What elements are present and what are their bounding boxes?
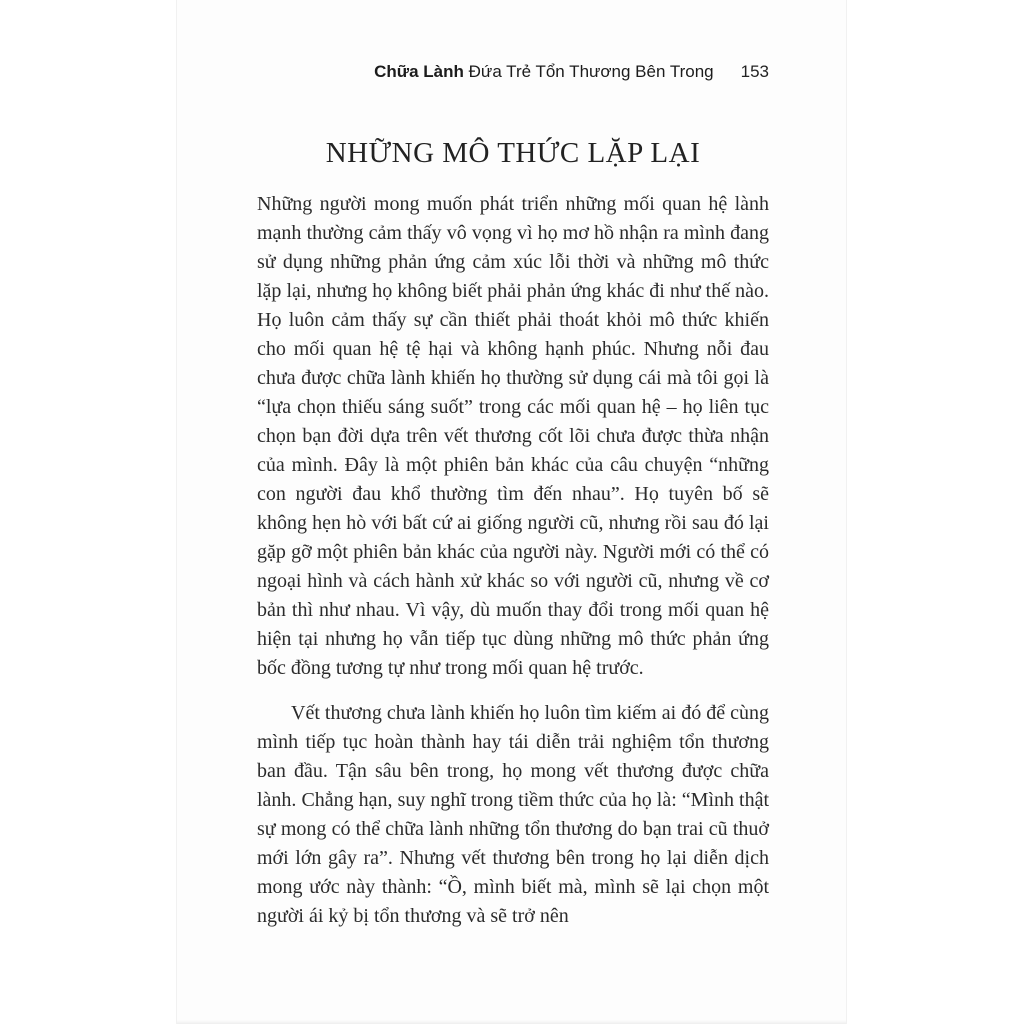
running-header-book-title-bold: Chữa Lành	[374, 62, 464, 81]
chapter-title: NHỮNG MÔ THỨC LẶP LẠI	[325, 137, 701, 169]
running-header	[257, 62, 769, 82]
page-number: 153	[740, 62, 769, 81]
running-header-book-title-rest: Đứa Trẻ Tổn Thương Bên Trong	[468, 62, 714, 81]
body-text	[257, 190, 769, 931]
paragraph-2: Vết thương chưa lành khiến họ luôn tìm kiếm ai đó để cùng mình tiếp tục hoàn thành hay tái diễn trải nghiệm tổn thương ban đầu. Tận sâu bên trong, họ mong vết thương được chữa lành. Chẳng hạn, suy nghĩ trong tiềm thức của họ là: “Mình thật sự mong có thể chữa lành những tổn thương do bạn trai cũ thuở mới lớn gây ra”. Nhưng vết thương bên trong họ lại diễn dịch mong ước này thành: “Ồ, mình biết mà, mình sẽ lại chọn một người ái kỷ bị tổn thương và sẽ trở nên	[257, 702, 769, 927]
page-bottom-shade	[177, 1020, 846, 1024]
paragraph-1: Những người mong muốn phát triển những mối quan hệ lành mạnh thường cảm thấy vô vọng vì họ mơ hồ nhận ra mình đang sử dụng những phản ứng cảm xúc lỗi thời và những mô thức lặp lại, nhưng họ không biết phải phản ứng khác đi như thế nào. Họ luôn cảm thấy sự cần thiết phải thoát khỏi mô thức khiến cho mối quan hệ tệ hại và không hạnh phúc. Nhưng nỗi đau chưa được chữa lành khiến họ thường sử dụng cái mà tôi gọi là “lựa chọn thiếu sáng suốt” trong các mối quan hệ – họ liên tục chọn bạn đời dựa trên vết thương cốt lõi chưa được thừa nhận của mình. Đây là một phiên bản khác của câu chuyện “những con người đau khổ thường tìm đến nhau”. Họ tuyên bố sẽ không hẹn hò với bất cứ ai giống người cũ, nhưng rồi sau đó lại gặp gỡ một phiên bản khác của người này. Người mới có thể có ngoại hình và cách hành xử khác so với người cũ, nhưng về cơ bản thì như nhau. Vì vậy, dù muốn thay đổi trong mối quan hệ hiện tại nhưng họ vẫn tiếp tục dùng những mô thức phản ứng bốc đồng tương tự như trong mối quan hệ trước.	[257, 193, 769, 679]
book-page	[176, 0, 847, 1024]
